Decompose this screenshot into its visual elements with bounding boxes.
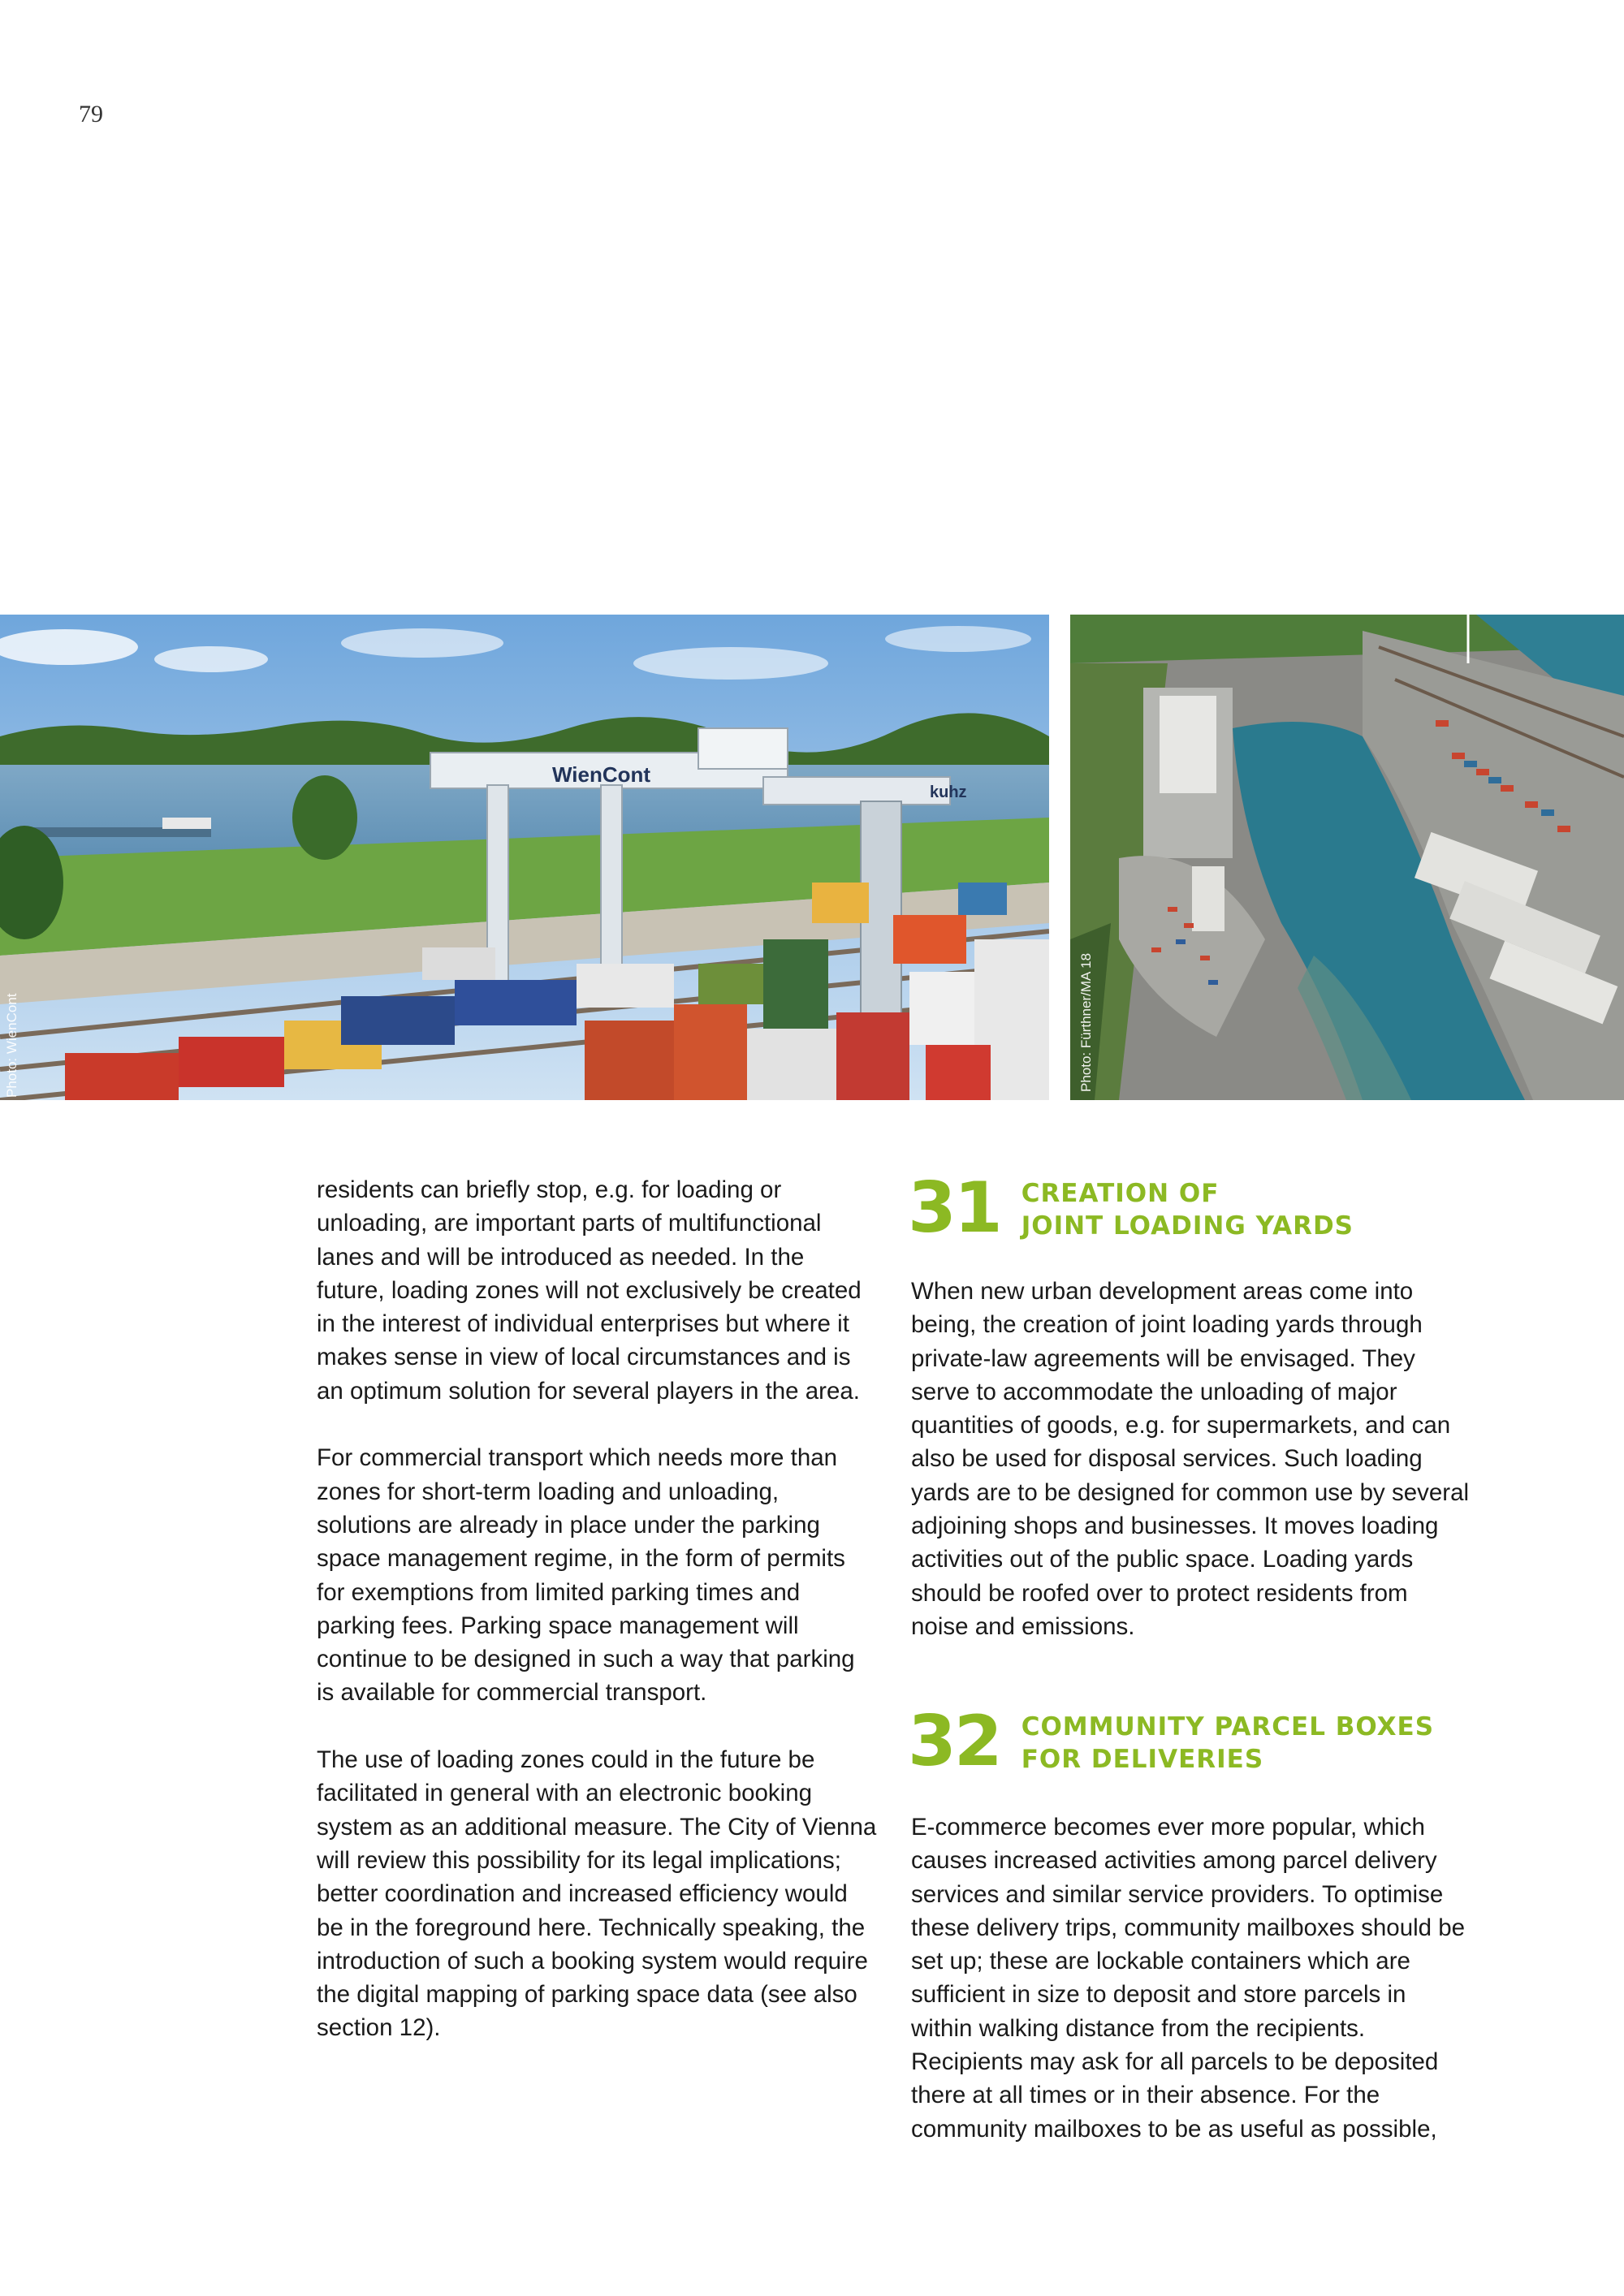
- section-32-body: [911, 1810, 1471, 2179]
- body-paragraph: For commercial transport which needs more than zones for short-term loading and unloading, solutions are already in place under the parking space management regime, in the form of permits for exemptions from limited parking times and parking fees. Parking space management will continue to be designed in such a way that parking is available for commercial transport.: [317, 1444, 855, 1707]
- body-paragraph: When new urban development areas come into being, the creation of joint loading yards through private-law agreements will be envisaged. They serve to accommodate the unloading of major quantities of goods, e.g. for supermarkets, and can also be used for disposal services. Such loading yards are to be designed for common use by several adjoining shops and businesses. It moves loading activities out of the public space. Loading yards should be roofed over to protect residents from noise and emissions.: [911, 1278, 1470, 1640]
- section-heading-32: [908, 1701, 1435, 1782]
- section-title: COMMUNITY PARCEL BOXES FOR DELIVERIES: [1021, 1712, 1435, 1774]
- photo-credit-left: Photo: WienCont: [4, 993, 19, 1098]
- section-number: 32: [908, 1701, 1000, 1782]
- body-paragraph: residents can briefly stop, e.g. for loading or unloading, are important parts of multifunctional lanes and will be introduced as needed. In the future, loading zones will not exclusively be created in the interest of individual enterprises but where it makes sense in view of local circumstances and is an optimum solution for several players in the area.: [317, 1176, 862, 1405]
- harbour-aerial-photo: [1070, 615, 1624, 1100]
- section-heading-31: [908, 1167, 1354, 1249]
- photo-credit-right: Photo: Fürthner/MA 18: [1078, 952, 1094, 1092]
- svg-text:kuhz: kuhz: [930, 783, 967, 801]
- body-paragraph: The use of loading zones could in the future be facilitated in general with an electronic booking system as an additional measure. The City of Vienna will review this possibility for its legal implications; better coordination and increased efficiency would be in the foreground here. Technically speaking, the introduction of such a booking system would require the digital mapping of parking space data (see also section 12).: [317, 1746, 877, 2042]
- section-31-body: [911, 1275, 1471, 1677]
- section-title: CREATION OF JOINT LOADING YARDS: [1021, 1179, 1354, 1241]
- container-terminal-photo: [0, 615, 1049, 1100]
- crane-logo-text: WienCont: [552, 762, 651, 787]
- left-text-column: [317, 1173, 877, 2078]
- page-number: 79: [79, 101, 103, 127]
- body-paragraph: E-commerce becomes ever more popular, which causes increased activities among parcel delivery services and similar service providers. To optimise these delivery trips, community mailboxes should be set up; these are lockable containers which are sufficient in size to deposit and store parcels in within walking distance from the recipients. Recipients may ask for all parcels to be deposited there at all times or in their absence. For the community mailboxes to be as useful as possible,: [911, 1814, 1466, 2143]
- section-number: 31: [908, 1167, 1000, 1249]
